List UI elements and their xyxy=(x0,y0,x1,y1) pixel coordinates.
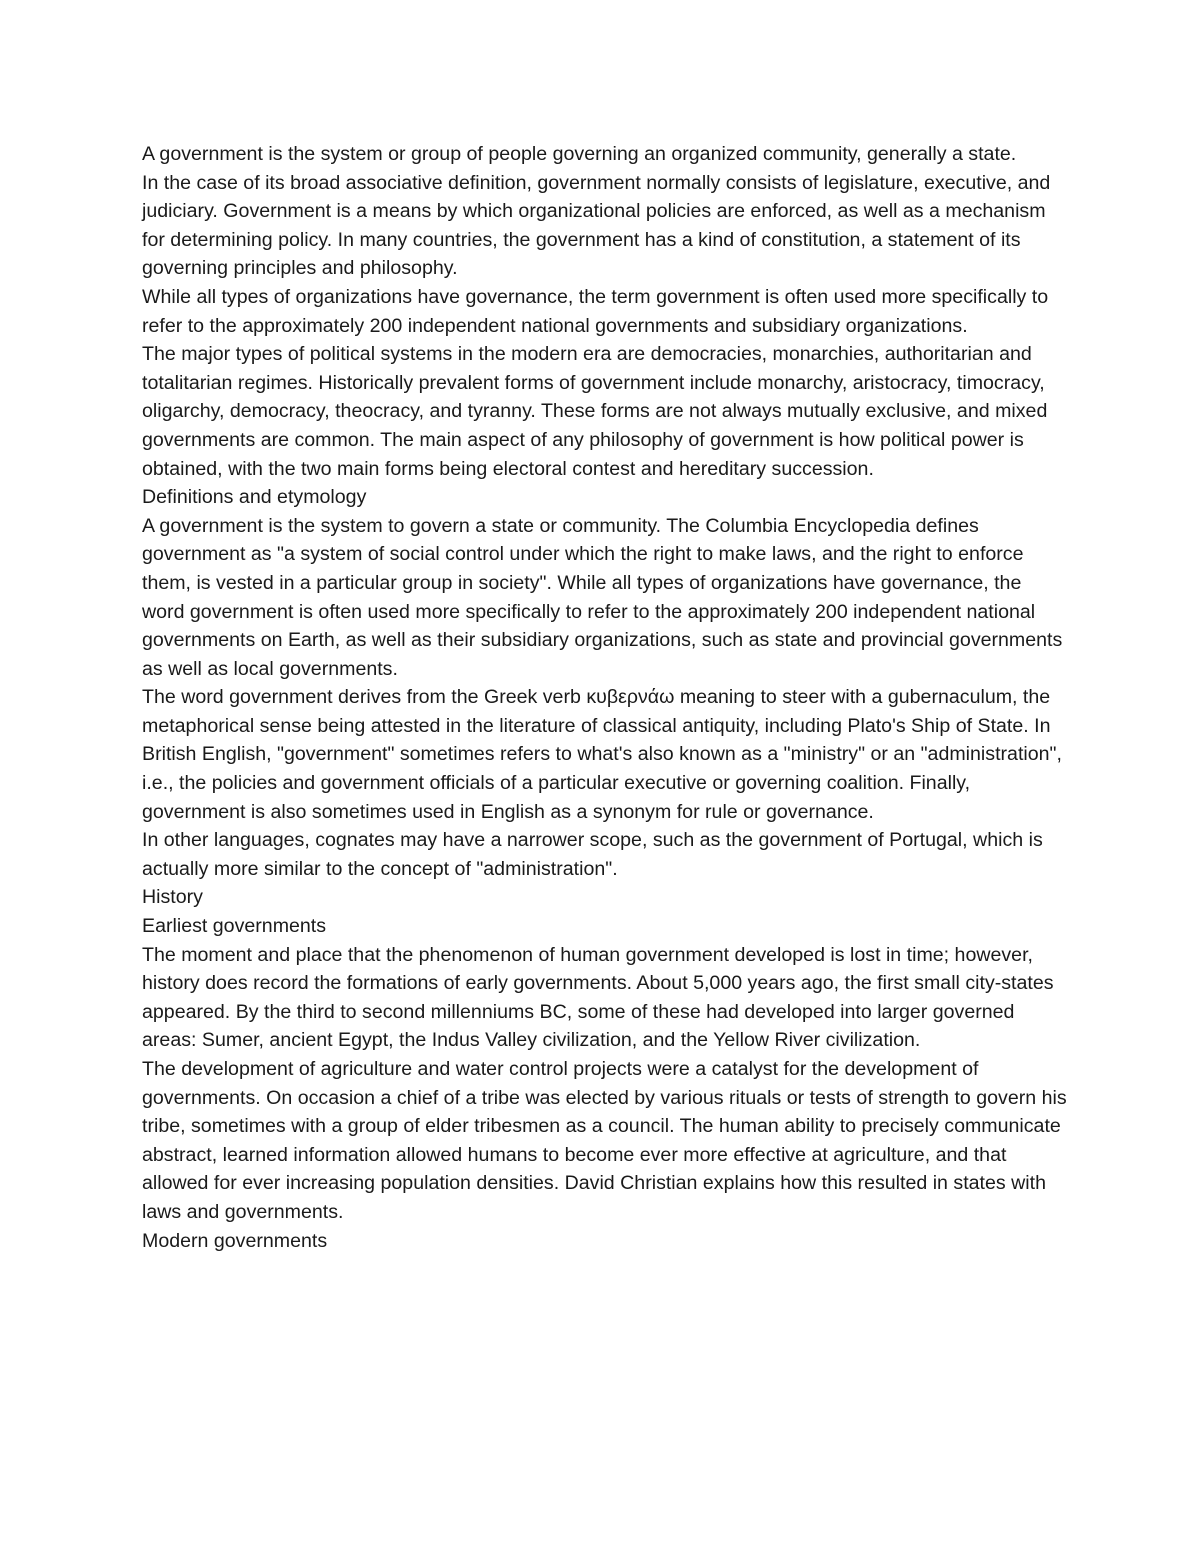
paragraph-agriculture: The development of agriculture and water control projects were a catalyst for the development of governments. On occasion a chief of a tribe was elected by various rituals or tests of strength to govern his tribe, sometimes with a group of elder tribesmen as a council. The human ability to precisely communicate abstract, learned information allowed humans to become ever more effective at agriculture, and that allowed for ever increasing population densities. David Christian explains how this resulted in states with laws and governments. xyxy=(142,1058,1067,1223)
paragraph-earliest-governments: The moment and place that the phenomenon of human government developed is lost in time; however, history does record the formations of early governments. About 5,000 years ago, the first small city-states appeared. By the third to second millenniums BC, some of these had developed into larger governed areas: Sumer, ancient Egypt, the Indus Valley civilization, and the Yellow River civilization. xyxy=(142,943,1054,1052)
heading-history: History xyxy=(142,886,203,909)
document-body xyxy=(142,140,1067,1255)
heading-modern-governments: Modern governments xyxy=(142,1229,328,1252)
paragraph-political-systems: The major types of political systems in the modern era are democracies, monarchies, authoritarian and totalitarian regimes. Historically prevalent forms of government include monarchy, aristocracy, timocracy, oligarchy, democracy, theocracy, and tyranny. These forms are not always mutually exclusive, and mixed governments are common. The main aspect of any philosophy of government is how political power is obtained, with the two main forms being electoral contest and hereditary succession. xyxy=(142,343,1048,480)
heading-definitions-etymology: Definitions and etymology xyxy=(142,486,367,509)
paragraph-definition: A government is the system to govern a state or community. The Columbia Encyclopedia defines government as "a system of social control under which the right to make laws, and the right to enforce them, is vested in a particular group in society". While all types of organizations have governance, the word government is often used more specifically to refer to the approximately 200 independent national governments on Earth, as well as their subsidiary organizations, such as state and provincial governments as well as local governments. xyxy=(142,514,1063,680)
paragraph-governance: While all types of organizations have governance, the term government is often used more specifically to refer to the approximately 200 independent national governments and subsidiary organizations. xyxy=(142,285,1049,337)
paragraph-broad-definition: In the case of its broad associative definition, government normally consists of legislature, executive, and judiciary. Government is a means by which organizational policies are enforced, as well as a mechanism for determining policy. In many countries, the government has a kind of constitution, a statement of its governing principles and philosophy. xyxy=(142,171,1051,280)
paragraph-etymology: The word government derives from the Greek verb κυβερνάω meaning to steer with a gubernaculum, the metaphorical sense being attested in the literature of classical antiquity, including Plato's Ship of State. In British English, "government" sometimes refers to what's also known as a "ministry" or an "administration", i.e., the policies and government officials of a particular executive or governing coalition. Finally, government is also sometimes used in English as a synonym for rule or governance. xyxy=(142,686,1062,823)
paragraph-other-languages: In other languages, cognates may have a narrower scope, such as the government of Portugal, which is actually more similar to the concept of "administration". xyxy=(142,829,1043,880)
heading-earliest-governments: Earliest governments xyxy=(142,915,327,938)
paragraph-intro: A government is the system or group of people governing an organized community, generally a state. xyxy=(142,143,1017,165)
